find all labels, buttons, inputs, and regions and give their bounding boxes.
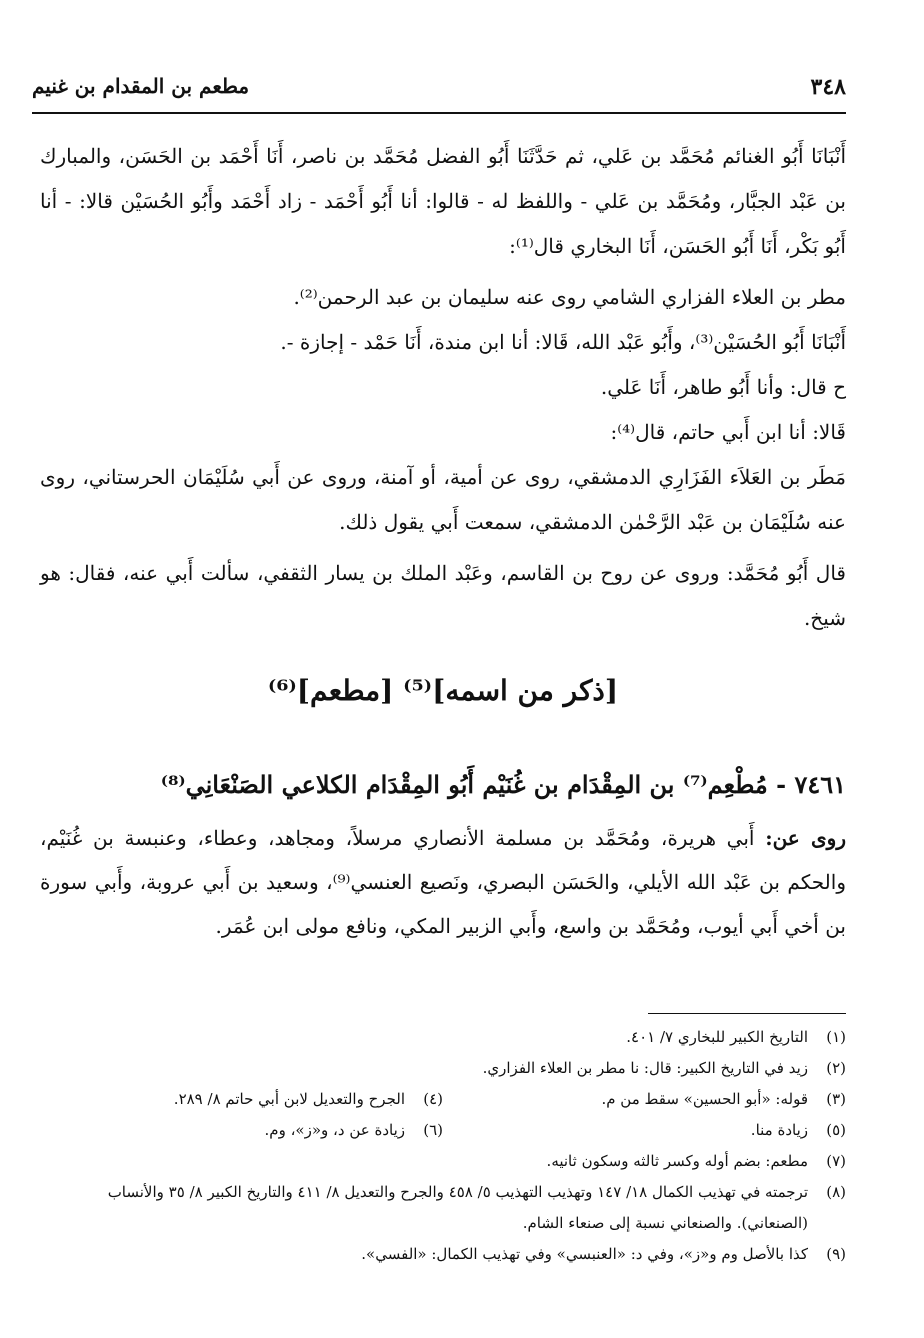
footnote-text: زيادة منا.	[750, 1121, 808, 1139]
footnote-number: (٩)	[826, 1245, 846, 1263]
footnote-5	[443, 1115, 846, 1146]
footnote-number: (٤)	[423, 1090, 443, 1108]
footnote-number: (٢)	[826, 1059, 846, 1077]
section-heading: [ذكر من اسمه]⁽⁵⁾ [مطعم]⁽⁶⁾	[267, 674, 619, 707]
footnote-1	[40, 1022, 846, 1053]
footnote-divider	[648, 1013, 846, 1014]
footnote-number: (٥)	[826, 1121, 846, 1139]
entry-text: أَبي هريرة، ومُحَمَّد بن مسلمة الأنصاري مرسلاً، ومجاهد، وعطاء، وعنبسة بن غُنَيْم، والحكم بن عَبْد الله الأيلي، والحَسَن البصري، ونَصيع العنسي⁽⁹⁾، وسعيد بن أَبي عروبة، وأَبي سورة بن أخي أَبي أيوب، ومُحَمَّد بن واسع، وأَبي الزبير المكي، ونافع مولى ابن عُمَر.	[40, 826, 846, 938]
footnotes	[40, 1022, 846, 1270]
footnote-3	[443, 1084, 846, 1115]
footnote-4	[40, 1084, 443, 1115]
entry-lead: روى عن:	[765, 826, 847, 850]
paragraph-abu-muhammad: قال أَبُو مُحَمَّد: وروى عن روح بن القاسم، وعَبْد الملك بن يسار الثقفي، سألت أَبي عنه، فقال: هو شيخ.	[40, 561, 846, 630]
paragraph-isnad-2: أَنْبَانَا أَبُو الحُسَيْن⁽³⁾، وأَبُو عَبْد الله، قَالا: أنا ابن مندة، أَنَا حَمْد - إجازة -.	[280, 330, 846, 354]
footnote-text: الجرح والتعديل لابن أبي حاتم ٨/ ٢٨٩.	[173, 1090, 405, 1108]
footnote-text: زيد في التاريخ الكبير: قال: نا مطر بن العلاء الفزاري.	[482, 1059, 808, 1077]
footnote-number: (١)	[826, 1028, 846, 1046]
paragraph-isnad-1: أَنْبَانَا أَبُو الغنائم مُحَمَّد بن عَلي، ثم حَدَّثَنَا أَبُو الفضل مُحَمَّد بن ناصر، أَنَا أَحْمَد بن الحَسَن، والمبارك بن عَبْد الجبَّار، ومُحَمَّد بن عَلي - واللفظ له - قالوا: أنا أَبُو أَحْمَد - زاد أَحْمَد وأَبُو الحُسَيْن قالا: - أنا أَبُو بَكْر، أَنَا أَبُو الحَسَن، أَنَا البخاري قال⁽¹⁾:	[40, 144, 846, 258]
running-title: مطعم بن المقدام بن غنيم	[32, 74, 250, 98]
footnote-text: قوله: «أبو الحسين» سقط من م.	[601, 1090, 808, 1108]
footnote-row-5-6	[40, 1115, 846, 1146]
footnote-number: (٨)	[826, 1183, 846, 1201]
footnote-text: التاريخ الكبير للبخاري ٧/ ٤٠١.	[626, 1028, 808, 1046]
footnote-number: (٧)	[826, 1152, 846, 1170]
running-header	[32, 74, 846, 114]
footnote-text: كذا بالأصل وم و«ز»، وفي د: «العنبسي» وفي تهذيب الكمال: «الفسي».	[361, 1245, 808, 1263]
footnote-number: (٣)	[826, 1090, 846, 1108]
paragraph-isnad-3: ح قال: وأنا أَبُو طاهر، أَنَا عَلي.	[600, 375, 846, 399]
footnote-2	[40, 1053, 846, 1084]
footnote-row-3-4	[40, 1084, 846, 1115]
footnote-7	[40, 1146, 846, 1177]
footnote-9	[40, 1239, 846, 1270]
footnote-6	[40, 1115, 443, 1146]
footnote-text: ترجمته في تهذيب الكمال ١٨/ ١٤٧ وتهذيب التهذيب ٥/ ٤٥٨ والجرح والتعديل ٨/ ٤١١ والتاريخ الكبير ٨/ ٣٥ والأنساب (الصنعاني). والصنعاني نسبة إلى صنعاء الشام.	[107, 1183, 808, 1232]
footnote-8	[40, 1177, 846, 1239]
paragraph-isnad-4: قَالا: أنا ابن أَبي حاتم، قال⁽⁴⁾:	[610, 420, 846, 444]
main-text	[40, 134, 846, 641]
footnote-text: زيادة عن د، و«ز»، وم.	[264, 1121, 405, 1139]
paragraph-bukhari-quote: مطر بن العلاء الفزاري الشامي روى عنه سليمان بن عبد الرحمن⁽²⁾.	[293, 285, 846, 309]
footnote-number: (٦)	[423, 1121, 443, 1139]
page-number: ٣٤٨	[810, 74, 846, 100]
entry-body	[40, 816, 846, 948]
entry-heading: ٧٤٦١ - مُطْعِم⁽⁷⁾ بن المِقْدَام بن غُنَيْم أَبُو المِقْدَام الكلاعي الصَنْعَانِي⁽⁸⁾	[160, 770, 846, 799]
footnote-text: مطعم: بضم أوله وكسر ثالثه وسكون ثانيه.	[546, 1152, 808, 1170]
entry-paragraph	[40, 816, 846, 948]
paragraph-abu-hatim-quote: مَطَر بن العَلاَء الفَزَارِي الدمشقي، روى عن أمية، أو آمنة، وروى عن أَبي سُلَيْمَان الحرستاني، روى عنه سُلَيْمَان بن عَبْد الرَّحْمٰن الدمشقي، سمعت أَبي يقول ذلك.	[40, 465, 846, 534]
